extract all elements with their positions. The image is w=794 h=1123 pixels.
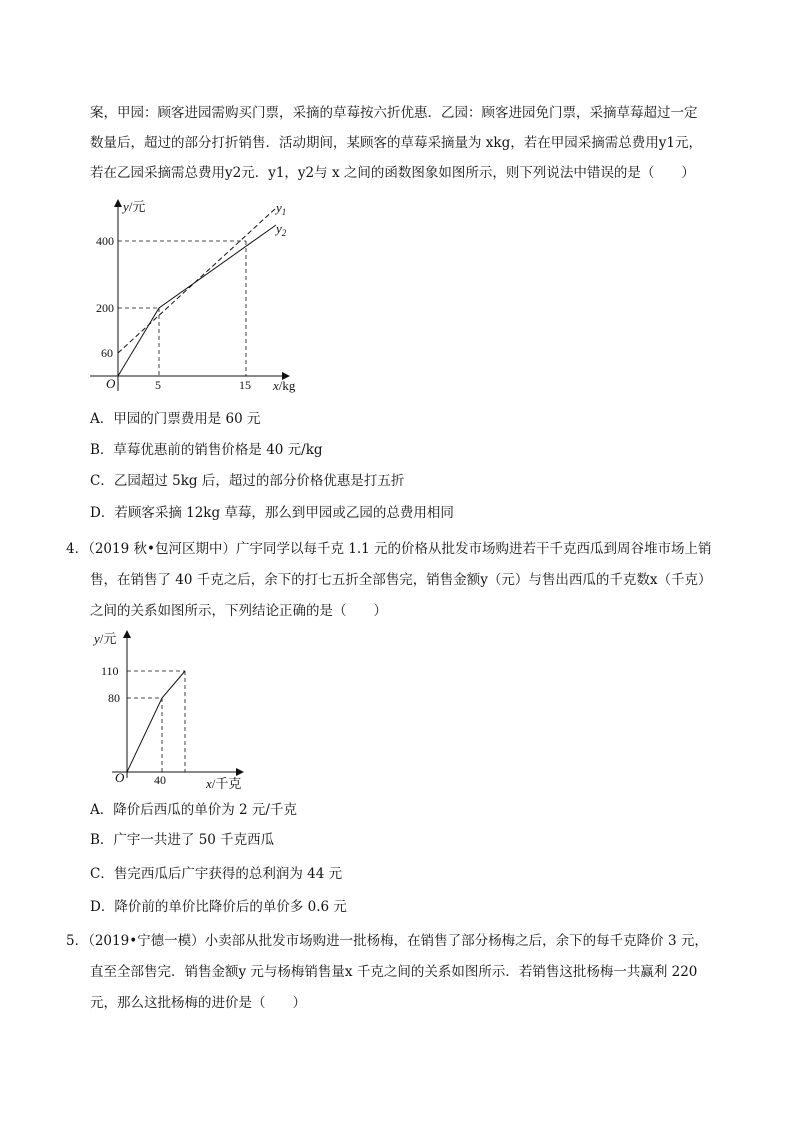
- q4-option-a[interactable]: A．降价后西瓜的单价为 2 元/千克: [90, 802, 297, 818]
- q5-line-1: 5．（2019•宁德一模）小卖部从批发市场购进一批杨梅，在销售了部分杨梅之后，余下的每千克降价 3 元，: [66, 933, 708, 949]
- q4-option-c[interactable]: C．售完西瓜后广宇获得的总利润为 44 元: [90, 866, 343, 882]
- q4-line-2: 售，在销售了 40 千克之后，余下的打七五折全部售完，销售金额y（元）与售出西瓜的千克数x（千克）: [90, 572, 712, 588]
- q4-y-axis-label: y/元: [94, 631, 117, 646]
- q4-ytick-80: 80: [108, 691, 120, 705]
- q4-x-axis-label: x/千克: [206, 776, 242, 791]
- q4-ytick-110: 110: [101, 664, 119, 678]
- q3-xtick-15: 15: [239, 378, 251, 392]
- q5-line-3: 元，那么这批杨梅的进价是（ ）: [90, 995, 306, 1011]
- q4-option-b[interactable]: B．广宇一共进了 50 千克西瓜: [90, 832, 275, 848]
- q4-graph: [90, 628, 290, 798]
- q3-line-3: 若在乙园采摘需总费用y2元．y1，y2与 x 之间的函数图象如图所示，则下列说法中错误的是（ ）: [90, 165, 695, 181]
- q4-origin: O: [115, 770, 125, 785]
- q3-option-b[interactable]: B．草莓优惠前的销售价格是 40 元/kg: [90, 442, 323, 458]
- q3-line-2: 数量后，超过的部分打折销售．活动期间，某顾客的草莓采摘量为 xkg，若在甲园采摘需总费用y1元，: [90, 135, 702, 151]
- q3-graph: [90, 195, 330, 395]
- q3-xtick-5: 5: [155, 378, 161, 392]
- q4-xtick-40: 40: [154, 773, 166, 787]
- q3-ytick-200: 200: [96, 301, 114, 315]
- q3-option-a[interactable]: A．甲园的门票费用是 60 元: [90, 411, 261, 427]
- q3-y1-label: $y_1$: [276, 200, 287, 217]
- q4-sales-line: [127, 671, 185, 772]
- q3-origin: O: [106, 376, 116, 391]
- q3-option-d[interactable]: D．若顾客采摘 12kg 草莓，那么到甲园或乙园的总费用相同: [90, 505, 454, 521]
- q4-line-3: 之间的关系如图所示，下列结论正确的是（ ）: [90, 603, 387, 619]
- q4-option-d[interactable]: D．降价前的单价比降价后的单价多 0.6 元: [90, 899, 347, 915]
- q3-y2-line: [118, 225, 276, 376]
- q3-x-axis-label: x/kg: [273, 378, 296, 393]
- q3-y-axis-label: y/元: [123, 199, 146, 214]
- q4-line-1: 4．（2019 秋•包河区期中）广宇同学以每千克 1.1 元的价格从批发市场购进若干千克西瓜到周谷堆市场上销: [66, 541, 712, 557]
- q3-ytick-400: 400: [96, 234, 114, 248]
- q3-ytick-60: 60: [101, 346, 113, 360]
- q5-line-2: 直至全部售完．销售金额y 元与杨梅销售量x 千克之间的关系如图所示．若销售这批杨梅一共赢利 220: [90, 964, 698, 980]
- q3-y2-label: $y_2$: [276, 221, 287, 238]
- q3-line-1: 案，甲园：顾客进园需购买门票，采摘的草莓按六折优惠．乙园：顾客进园免门票，采摘草莓超过一定: [90, 105, 698, 121]
- q3-option-c[interactable]: C．乙园超过 5kg 后，超过的部分价格优惠是打五折: [90, 473, 405, 489]
